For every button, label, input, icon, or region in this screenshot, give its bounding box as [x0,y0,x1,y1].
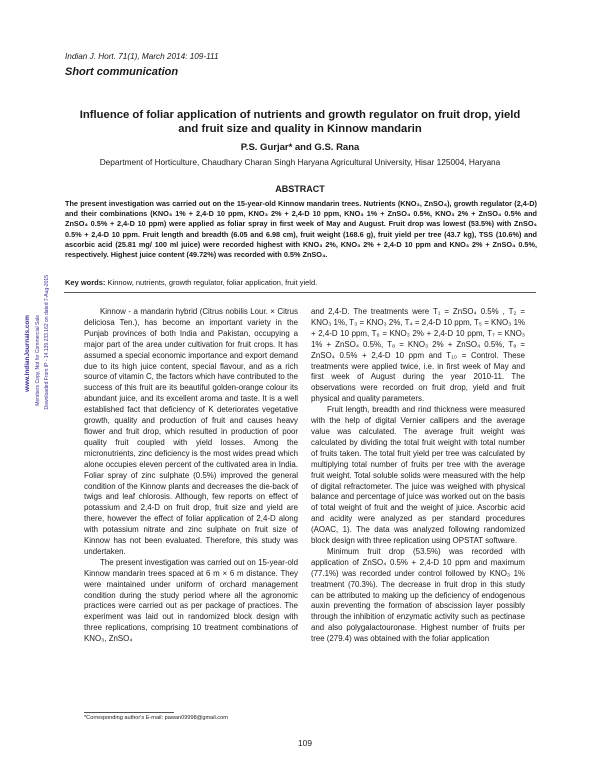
keywords-label: Key words: [65,278,106,287]
sidebar-members-note: Members Copy, Not for Commercial Sale [35,315,41,406]
article-authors: P.S. Gurjar* and G.S. Rana [240,142,360,153]
corresponding-author-footnote: *Corresponding author's E-mail: pawan09998@gmail.com [84,715,228,721]
body-paragraph: Kinnow - a mandarin hybrid (Citrus nobilis Lour. × Citrus deliciosa Ten.), has become an important variety in the Punjab provinces of both India and Pakistan, occupying a major part of the area under cultivation for fruit crops. It has assumed a special economic importance and export demand due to its high juice content, special flavour, and as a rich source of vitamin C, the factors which have contributed to the success of this fruit are its beautiful golden-orange colour its abundant juice, and its excellent aroma and taste. It is a well established fact that deficiency of K deteriorates vegetative growth, quality and production of fruit and causes heavy flower and fruit drop, which resulted in production of poor quality fruit coupled with yield losses. Among the micronutrients, zinc deficiency is the most wides pread which alone occupies eleven percent of the cultivated area in India. Foliar spray of zinc sulphate (0.5%) improved the general condition of the Kinnow plants and decreases the die-back of twigs and leaf chlorosis. Although, few reports on effect of potassium and 2,4-D on fruit drop, fruit size and yield are there, however the effect of foliar application of 2,4-D along with potassium nitrate and zinc sulphate on fruit size of Kinnow has not been evaluated. Therefore, this study was undertaken. [84,307,298,556]
abstract-divider [64,292,536,293]
body-paragraph: The present investigation was carried out on 15-year-old Kinnow mandarin trees spaced at 6 m × 6 m distance. They were maintained under uniform of orchard management condition during the study period where all the agronomic practices were carried out as per package of practices. The experiment was laid out in randomized block design with three replications, comprising 10 treatment combinations of KNO₃, ZnSO₄ [84,557,298,644]
abstract-heading: ABSTRACT [275,184,325,194]
keywords-list: Kinnow, nutrients, growth regulator, foliar application, fruit yield. [107,278,318,287]
footnote-divider [84,712,174,713]
body-paragraph: Fruit length, breadth and rind thickness were measured with the help of digital Vernier callipers and the average value was calculated. The average fruit weight was calculated by dividing the total fruit weight with total number of fruits taken. The total fruit yield per tree was calculated by multiplying total number of fruits per tree with the average fruit weight. Total soluble solids were measured with the help of digital refractometer. The juice was weighed with physical balance and percentage of juice was worked out on the basis of total weight of fruit and the weight of juice. Ascorbic acid and acidity were analyzed as per standard procedures (AOAC, 1). The data was analyzed following randomized block design with three replication using OPSTAT software. [311,405,525,546]
body-column-left [84,307,298,645]
sidebar-site-link[interactable]: www.IndianJournals.com [24,315,31,392]
body-paragraph: Minimum fruit drop (53.5%) was recorded with application of ZnSO₄ 0.5% + 2,4-D 10 ppm and maximum (77.1%) was recorded under control followed by KNO₃ 1% treatment (70.3%). The decrease in fruit drop in this study can be attributed to making up the deficiency of endogenous auxin preventing the formation of abscission layer possibly through the inhibition of enzymatic activity such as pectinase and also polygalactouronase. Highest number of fruits per tree (279.4) was obtained with the foliar application [311,546,525,644]
article-affiliation: Department of Horticulture, Chaudhary Charan Singh Haryana Agricultural University, Hisar 125004, Haryana [99,157,501,167]
keywords [65,278,537,288]
journal-citation: Indian J. Hort. 71(1), March 2014: 109-111 [65,52,219,61]
page-number: 109 [298,738,312,748]
body-column-right [311,307,525,645]
abstract-text: The present investigation was carried out on the 15-year-old Kinnow mandarin trees. Nutrients (KNO₃, ZnSO₄), growth regulator (2,4-D) and their combinations (KNO₃ 1% + 2,4-D 10 ppm, KNO₃ 2% + 2,4-D 10 ppm, KNO₃ 1% + ZnSO₄ 0.5%, KNO₃ 2% + ZnSO₄ 0.5% and ZnSO₄ 0.5% + 2,4-D 10 ppm) were applied as foliar spray in first week of May and August. Fruit drop was lowest (53.5%) with ZnSO₄ 0.5% + 2,4-D 10 ppm. Fruit length and breadth (6.05 and 6.98 cm), fruit weight (168.6 g), fruit yield per tree (43.7 kg), TSS (10.6%) and ascorbic acid (25.81 mg/ 100 ml juice) were recorded highest with KNO₃ 2%, KNO₃ 2% + 2,4-D 10 ppm and KNO₃ 2% + ZnSO₄ 0.5%, respectively. Highest juice content (49.72%) was recorded with 0.5% ZnSO₄. [65,199,537,260]
sidebar-download-note: Downloaded From IP - 14.139.233.162 on dated 7-Aug-2015 [44,275,50,410]
article-title: Influence of foliar application of nutrients and growth regulator on fruit drop, yield and fruit size and quality in Kinnow mandarin [79,109,521,135]
download-sidebar [22,275,60,585]
section-label: Short communication [65,66,179,78]
body-paragraph: and 2,4-D. The treatments were T₁ = ZnSO₄ 0.5% , T₂ = KNO₃ 1%, T₃ = KNO₃ 2%, T₄ = 2,4-D 10 ppm, T₅ = KNO₃ 1% + 2,4-D 10 ppm, T₆ = KNO₃ 2% + 2,4-D 10 ppm, T₇ = KNO₃ 1% + ZnSO₄ 0.5%, T₈ = KNO₃ 2% + ZnSO₄ 0.5%, T₉ = ZnSO₄ 0.5% + 2,4-D 10 ppm and T₁₀ = Control. These treatments were applied twice, i.e. in first week of May and first week of August during the year 2010-11. The observations were recorded on fruit drop, yield and fruit physical and quality parameters. [311,307,525,404]
